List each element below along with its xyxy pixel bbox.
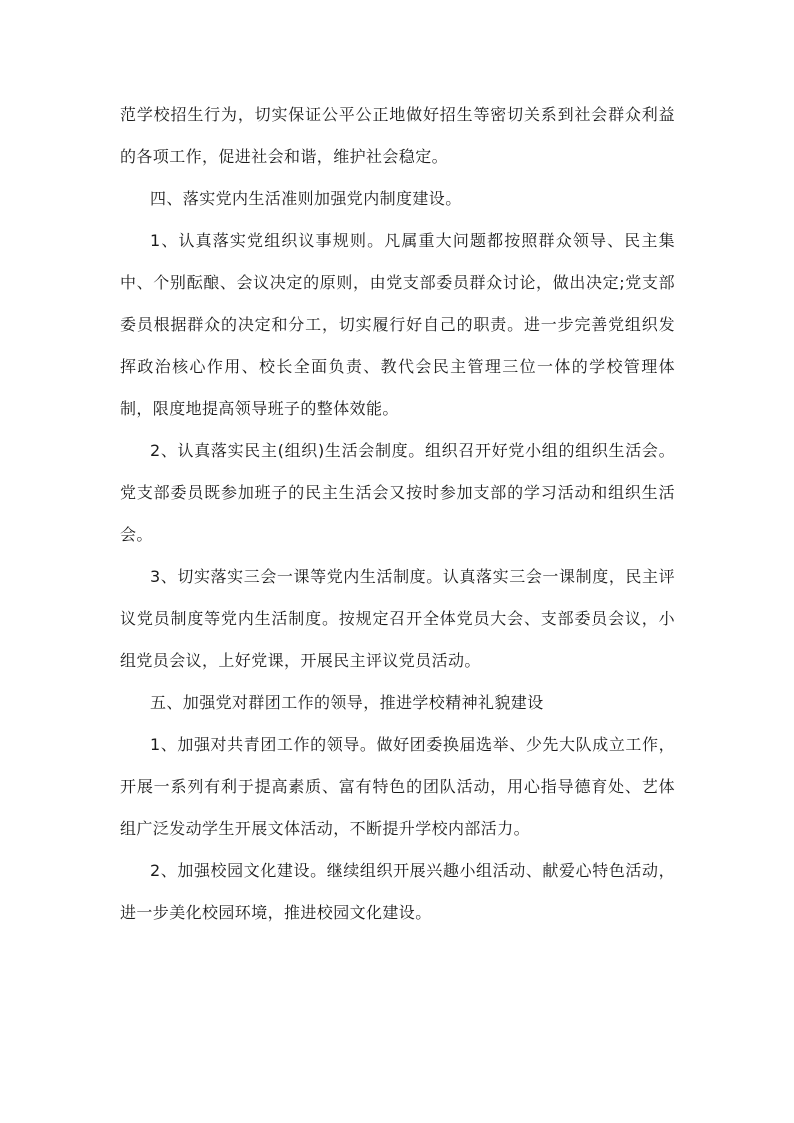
paragraph-item-1-rules: 1、认真落实党组织议事规则。凡属重大问题都按照群众领导、民主集中、个别酝酿、会议决定的原则，由党支部委员群众讨论，做出决定;党支部委员根据群众的决定和分工，切实履行好自己的职责。进一步完善党组织发挥政治核心作用、校长全面负责、教代会民主管理三位一体的学校管理体制，限度地提高领导班子的整体效能。 [120,231,675,418]
section-heading-five: 五、加强党对群团工作的领导，推进学校精神礼貌建设 [150,693,544,712]
paragraph-item-2-campus-culture: 2、加强校园文化建设。继续组织开展兴趣小组活动、献爱心特色活动，进一步美化校园环境，推进校园文化建设。 [120,861,675,922]
paragraph-item-2-meetings: 2、认真落实民主(组织)生活会制度。组织召开好党小组的组织生活会。党支部委员既参加班子的民主生活会又按时参加支部的学习活动和组织生活会。 [120,441,675,544]
document-body [120,94,675,934]
section-heading-four: 四、落实党内生活准则加强党内制度建设。 [150,189,462,208]
paragraph-item-1-youth-league: 1、加强对共青团工作的领导。做好团委换届选举、少先大队成立工作，开展一系列有利于提高素质、富有特色的团队活动，用心指导德育处、艺体组广泛发动学生开展文体活动，不断提升学校内部活力。 [120,735,675,838]
paragraph-item-3-system: 3、切实落实三会一课等党内生活制度。认真落实三会一课制度，民主评议党员制度等党内生活制度。按规定召开全体党员大会、支部委员会议，小组党员会议，上好党课，开展民主评议党员活动。 [120,567,675,670]
paragraph-continuation: 范学校招生行为，切实保证公平公正地做好招生等密切关系到社会群众利益的各项工作，促进社会和谐，维护社会稳定。 [120,105,675,166]
